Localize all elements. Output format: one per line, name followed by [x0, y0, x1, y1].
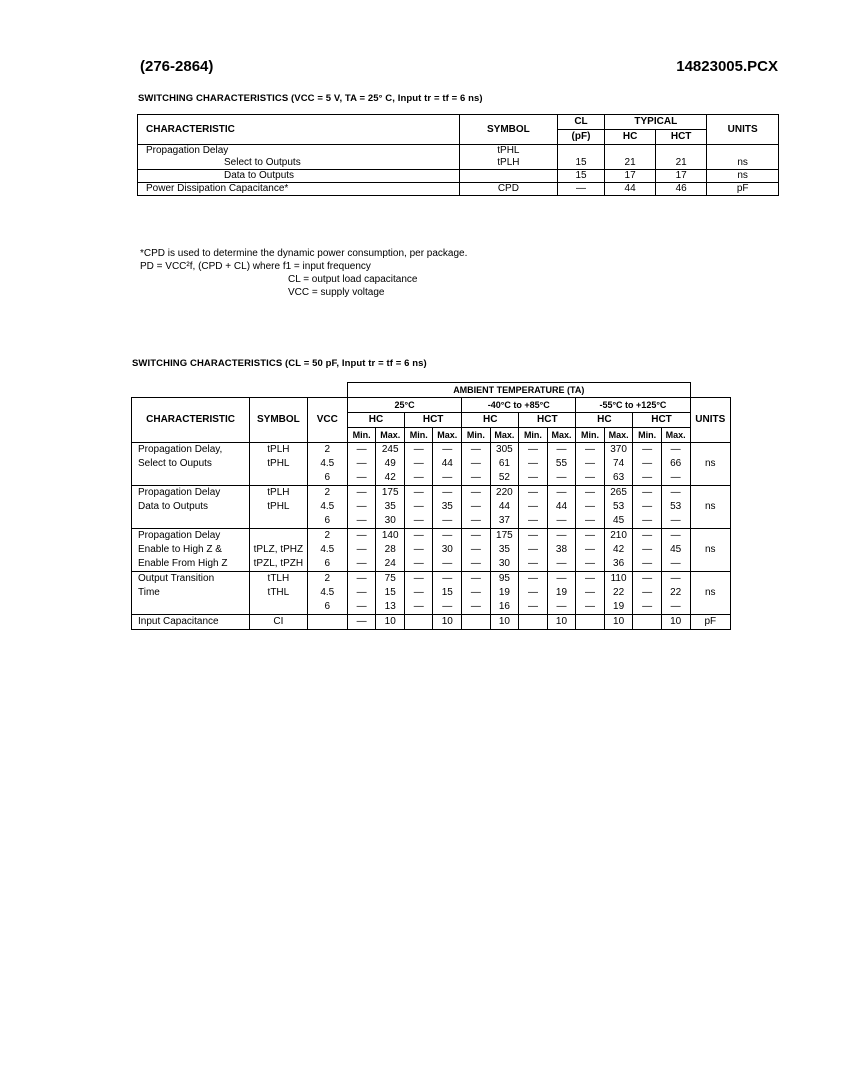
cell: — — [633, 500, 661, 514]
cell: — — [547, 600, 576, 615]
max-header: Max. — [661, 428, 690, 443]
max-header: Max. — [376, 428, 405, 443]
cell: — — [661, 557, 690, 572]
cell: — — [576, 557, 604, 572]
cell: — — [661, 529, 690, 544]
cell: — — [576, 514, 604, 529]
table-row — [132, 457, 731, 471]
row-symbol: tPZL, tPZH — [250, 557, 307, 572]
row-symbol: tPLZ, tPHZ — [250, 543, 307, 557]
cell: — — [347, 471, 375, 486]
switching-table-1 — [137, 114, 779, 196]
row-symbol: tPHL — [460, 145, 558, 158]
row-vcc: 2 — [307, 529, 347, 544]
cell: — — [433, 471, 462, 486]
cell: — — [519, 586, 547, 600]
cell: — — [519, 500, 547, 514]
row-char: Propagation Delay — [132, 529, 250, 544]
col-hc: HC — [605, 130, 656, 145]
row-symbol: CPD — [460, 183, 558, 196]
cell: — — [433, 443, 462, 458]
row-vcc: 4.5 — [307, 500, 347, 514]
col-symbol: SYMBOL — [460, 115, 558, 145]
cell: 15 — [376, 586, 405, 600]
cell: — — [576, 600, 604, 615]
cell — [519, 615, 547, 630]
cell: — — [547, 443, 576, 458]
cell: — — [433, 600, 462, 615]
row-char: Propagation Delay — [138, 145, 460, 158]
cell: 10 — [661, 615, 690, 630]
cell: 38 — [547, 543, 576, 557]
cell: — — [405, 572, 433, 587]
row-cl: 15 — [557, 170, 605, 183]
cell: — — [405, 557, 433, 572]
cell: 44 — [490, 500, 519, 514]
cell: 15 — [433, 586, 462, 600]
cell: 35 — [433, 500, 462, 514]
table-row — [132, 543, 731, 557]
cell: — — [547, 572, 576, 587]
cell: — — [405, 543, 433, 557]
table-row — [132, 486, 731, 501]
cell: 10 — [376, 615, 405, 630]
cell: 45 — [661, 543, 690, 557]
cell: 55 — [547, 457, 576, 471]
row-char — [132, 471, 250, 486]
cell: 16 — [490, 600, 519, 615]
row-vcc: 4.5 — [307, 457, 347, 471]
cell: — — [633, 457, 661, 471]
cell: — — [547, 514, 576, 529]
cell: 265 — [604, 486, 633, 501]
row-symbol: tTHL — [250, 586, 307, 600]
cell: — — [519, 543, 547, 557]
cell: — — [405, 500, 433, 514]
row-symbol: tPHL — [250, 500, 307, 514]
cell: — — [633, 514, 661, 529]
max-header: Max. — [490, 428, 519, 443]
row-char: Enable to High Z & — [132, 543, 250, 557]
cell: — — [519, 600, 547, 615]
cell: 175 — [490, 529, 519, 544]
min-header: Min. — [405, 428, 433, 443]
row-units: ns — [690, 443, 730, 486]
cell: — — [462, 529, 490, 544]
row-cl: — — [557, 183, 605, 196]
switching-table-2 — [131, 382, 731, 630]
max-header: Max. — [433, 428, 462, 443]
cell: — — [347, 514, 375, 529]
cell: — — [633, 557, 661, 572]
cell: — — [405, 600, 433, 615]
cell: — — [405, 457, 433, 471]
row-units: ns — [707, 170, 779, 183]
cell: — — [347, 457, 375, 471]
table-row — [132, 600, 731, 615]
cell: 35 — [490, 543, 519, 557]
cell: — — [462, 471, 490, 486]
row-units: ns — [690, 486, 730, 529]
col-characteristic: CHARACTERISTIC — [132, 398, 250, 443]
cell: — — [347, 500, 375, 514]
cell: — — [633, 572, 661, 587]
cell: — — [347, 557, 375, 572]
cell: 28 — [376, 543, 405, 557]
cell: — — [547, 486, 576, 501]
cell: — — [661, 486, 690, 501]
cell: 140 — [376, 529, 405, 544]
row-char — [132, 514, 250, 529]
fam-hc: HC — [462, 413, 519, 428]
row-char: Output Transition — [132, 572, 250, 587]
col-symbol: SYMBOL — [250, 398, 307, 443]
row-vcc: 6 — [307, 600, 347, 615]
cell: 53 — [604, 500, 633, 514]
cell: 53 — [661, 500, 690, 514]
row-units: ns — [690, 572, 730, 615]
cell: — — [576, 500, 604, 514]
cell: — — [633, 529, 661, 544]
cell: — — [576, 486, 604, 501]
cell: 36 — [604, 557, 633, 572]
cell: — — [519, 514, 547, 529]
temp-25c: 25°C — [347, 398, 461, 413]
cell: 110 — [604, 572, 633, 587]
cell: — — [347, 529, 375, 544]
cell: 10 — [604, 615, 633, 630]
col-units: UNITS — [690, 398, 730, 443]
cell: — — [633, 443, 661, 458]
table-row — [132, 529, 731, 544]
cell: — — [462, 543, 490, 557]
row-vcc — [307, 615, 347, 630]
cell: — — [462, 600, 490, 615]
row-units: ns — [707, 157, 779, 170]
row-hc: 44 — [605, 183, 656, 196]
cell: 30 — [490, 557, 519, 572]
cell: — — [547, 529, 576, 544]
fam-hct: HCT — [405, 413, 462, 428]
cell: 44 — [433, 457, 462, 471]
cell: — — [576, 586, 604, 600]
cell: 63 — [604, 471, 633, 486]
max-header: Max. — [604, 428, 633, 443]
cell: — — [547, 557, 576, 572]
footnote-line: VCC = supply voltage — [288, 287, 385, 298]
cell: — — [347, 543, 375, 557]
cell: — — [347, 600, 375, 615]
fam-hct: HCT — [633, 413, 690, 428]
cell: 42 — [604, 543, 633, 557]
cell: — — [462, 514, 490, 529]
cell: — — [433, 514, 462, 529]
cell: 19 — [490, 586, 519, 600]
row-char: Select to Outputs — [138, 157, 460, 170]
row-vcc: 2 — [307, 572, 347, 587]
cell: — — [462, 586, 490, 600]
cell: — — [347, 486, 375, 501]
col-characteristic: CHARACTERISTIC — [138, 115, 460, 145]
row-char: Input Capacitance — [132, 615, 250, 630]
row-hc: 21 — [605, 157, 656, 170]
cell: 35 — [376, 500, 405, 514]
table1-title: SWITCHING CHARACTERISTICS (VCC = 5 V, TA = 25° C, Input tr = tf = 6 ns) — [138, 93, 483, 104]
cell: — — [576, 529, 604, 544]
cell: — — [347, 443, 375, 458]
cell: 10 — [490, 615, 519, 630]
cell: — — [661, 572, 690, 587]
table-row — [132, 572, 731, 587]
cell: — — [405, 486, 433, 501]
fam-hc: HC — [576, 413, 633, 428]
footnote-line: PD = VCC²f, (CPD + CL) where f1 = input frequency — [140, 261, 371, 272]
footnote-line: CL = output load capacitance — [288, 274, 418, 285]
row-units — [707, 145, 779, 158]
ambient-temp-header: AMBIENT TEMPERATURE (TA) — [347, 383, 690, 398]
row-symbol: tPHL — [250, 457, 307, 471]
cell: 22 — [604, 586, 633, 600]
cell: — — [347, 615, 375, 630]
table-row — [132, 557, 731, 572]
cell: 30 — [376, 514, 405, 529]
cell: — — [462, 500, 490, 514]
min-header: Min. — [576, 428, 604, 443]
cell: — — [576, 572, 604, 587]
min-header: Min. — [519, 428, 547, 443]
cell: — — [519, 443, 547, 458]
cell: — — [519, 572, 547, 587]
row-cl — [557, 145, 605, 158]
cell: — — [576, 471, 604, 486]
cell: — — [576, 543, 604, 557]
cell: — — [462, 557, 490, 572]
cell: — — [633, 543, 661, 557]
col-hct: HCT — [655, 130, 706, 145]
cell: — — [433, 557, 462, 572]
row-vcc: 4.5 — [307, 586, 347, 600]
temp-40-85: -40°C to +85°C — [462, 398, 576, 413]
row-char: Power Dissipation Capacitance* — [138, 183, 460, 196]
row-hc: 17 — [605, 170, 656, 183]
cell: — — [405, 443, 433, 458]
row-vcc: 2 — [307, 443, 347, 458]
cell: — — [633, 586, 661, 600]
min-header: Min. — [633, 428, 661, 443]
row-char: Propagation Delay, — [132, 443, 250, 458]
row-hct — [655, 145, 706, 158]
row-hct: 46 — [655, 183, 706, 196]
cell: — — [405, 471, 433, 486]
cell: — — [519, 471, 547, 486]
row-char: Select to Ouputs — [132, 457, 250, 471]
cell — [405, 615, 433, 630]
col-vcc: VCC — [307, 398, 347, 443]
row-hct: 21 — [655, 157, 706, 170]
cell: — — [661, 514, 690, 529]
cell: — — [633, 600, 661, 615]
footnote-line: *CPD is used to determine the dynamic power consumption, per package. — [140, 248, 468, 259]
temp-55-125: -55°C to +125°C — [576, 398, 690, 413]
row-char: Time — [132, 586, 250, 600]
row-units: pF — [690, 615, 730, 630]
cell: — — [576, 457, 604, 471]
row-symbol — [250, 529, 307, 544]
cell: — — [433, 486, 462, 501]
row-hc — [605, 145, 656, 158]
row-symbol: tPLH — [250, 443, 307, 458]
cell: 370 — [604, 443, 633, 458]
table-row — [132, 443, 731, 458]
cell: — — [661, 600, 690, 615]
cell: — — [633, 486, 661, 501]
row-vcc: 6 — [307, 557, 347, 572]
cell: 74 — [604, 457, 633, 471]
cell: — — [347, 586, 375, 600]
row-vcc: 4.5 — [307, 543, 347, 557]
cell: — — [462, 572, 490, 587]
max-header: Max. — [547, 428, 576, 443]
row-symbol — [460, 170, 558, 183]
cell: — — [462, 443, 490, 458]
cell: 49 — [376, 457, 405, 471]
row-symbol: tPLH — [460, 157, 558, 170]
cell: 13 — [376, 600, 405, 615]
fam-hc: HC — [347, 413, 404, 428]
cell: 19 — [604, 600, 633, 615]
row-symbol — [250, 600, 307, 615]
table-row — [132, 500, 731, 514]
cell: — — [519, 457, 547, 471]
col-typical: TYPICAL — [605, 115, 707, 130]
row-hct: 17 — [655, 170, 706, 183]
col-cl-unit: (pF) — [557, 130, 605, 145]
table2-title: SWITCHING CHARACTERISTICS (CL = 50 pF, Input tr = tf = 6 ns) — [132, 358, 427, 369]
row-char: Data to Outputs — [138, 170, 460, 183]
row-symbol: tTLH — [250, 572, 307, 587]
cell: — — [576, 443, 604, 458]
cell: — — [347, 572, 375, 587]
row-char: Propagation Delay — [132, 486, 250, 501]
row-symbol: tPLH — [250, 486, 307, 501]
row-char: Data to Outputs — [132, 500, 250, 514]
row-vcc: 6 — [307, 471, 347, 486]
cell: — — [661, 443, 690, 458]
cell: — — [661, 471, 690, 486]
cell: 52 — [490, 471, 519, 486]
row-symbol — [250, 471, 307, 486]
cell: 220 — [490, 486, 519, 501]
cell: 30 — [433, 543, 462, 557]
cell — [462, 615, 490, 630]
cell: — — [405, 514, 433, 529]
cell: 22 — [661, 586, 690, 600]
cell: 66 — [661, 457, 690, 471]
cell: — — [433, 529, 462, 544]
cell: — — [433, 572, 462, 587]
table-row — [132, 586, 731, 600]
cell: 95 — [490, 572, 519, 587]
row-char — [132, 600, 250, 615]
fam-hct: HCT — [519, 413, 576, 428]
cell — [576, 615, 604, 630]
cell: — — [519, 557, 547, 572]
cell: 61 — [490, 457, 519, 471]
row-symbol: CI — [250, 615, 307, 630]
table-row — [132, 471, 731, 486]
document-code: (276-2864) — [140, 58, 214, 75]
col-units: UNITS — [707, 115, 779, 145]
cell: — — [519, 486, 547, 501]
cell: 245 — [376, 443, 405, 458]
cell: 37 — [490, 514, 519, 529]
cell: 305 — [490, 443, 519, 458]
min-header: Min. — [462, 428, 490, 443]
cell: 19 — [547, 586, 576, 600]
row-cl: 15 — [557, 157, 605, 170]
row-vcc: 6 — [307, 514, 347, 529]
cell: 210 — [604, 529, 633, 544]
cell: — — [462, 457, 490, 471]
cell: 42 — [376, 471, 405, 486]
cell: — — [405, 529, 433, 544]
cell: 75 — [376, 572, 405, 587]
row-units: ns — [690, 529, 730, 572]
file-name: 14823005.PCX — [676, 58, 778, 75]
cell: 10 — [433, 615, 462, 630]
cell: 44 — [547, 500, 576, 514]
row-units: pF — [707, 183, 779, 196]
cell: — — [462, 486, 490, 501]
min-header: Min. — [347, 428, 375, 443]
cell: — — [519, 529, 547, 544]
table-row — [132, 514, 731, 529]
cell — [633, 615, 661, 630]
row-char: Enable From High Z — [132, 557, 250, 572]
cell: 24 — [376, 557, 405, 572]
row-vcc: 2 — [307, 486, 347, 501]
cell: 175 — [376, 486, 405, 501]
row-symbol — [250, 514, 307, 529]
cell: — — [633, 471, 661, 486]
cell: 45 — [604, 514, 633, 529]
cell: 10 — [547, 615, 576, 630]
cell: — — [547, 471, 576, 486]
col-cl: CL — [557, 115, 605, 130]
cell: — — [405, 586, 433, 600]
